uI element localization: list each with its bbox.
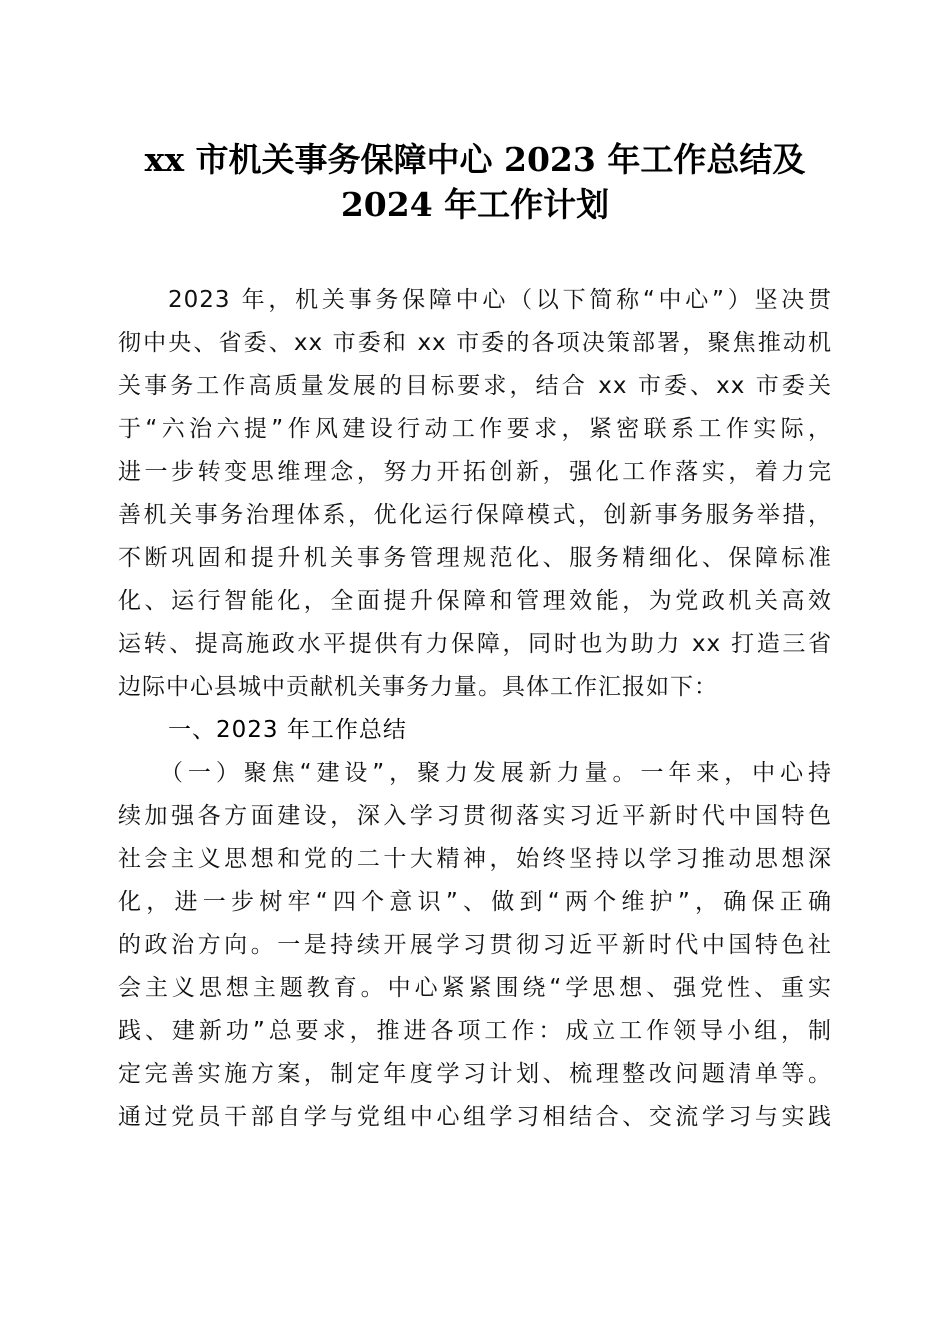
document-title-line-1: xx 市机关事务保障中心 2023 年工作总结及: [144, 140, 806, 179]
section1-line-2: 续加强各方面建设，深入学习贯彻落实习近平新时代中国特色: [118, 803, 832, 829]
intro-line-5: 进一步转变思维理念，努力开拓创新，强化工作落实，着力完: [118, 459, 832, 485]
intro-line-3: 关事务工作高质量发展的目标要求，结合 xx 市委、xx 市委关: [118, 373, 832, 399]
intro-line-8: 化、运行智能化，全面提升保障和管理效能，为党政机关高效: [118, 588, 832, 614]
section1-line-5: 的政治方向。一是持续开展学习贯彻习近平新时代中国特色社: [118, 932, 832, 958]
intro-line-9: 运转、提高施政水平提供有力保障，同时也为助力 xx 打造三省: [118, 631, 832, 657]
intro-line-7: 不断巩固和提升机关事务管理规范化、服务精细化、保障标准: [118, 545, 832, 571]
section1-line-9: 通过党员干部自学与党组中心组学习相结合、交流学习与实践: [118, 1104, 832, 1130]
intro-line-6: 善机关事务治理体系，优化运行保障模式，创新事务服务举措，: [118, 502, 832, 528]
section1-line-4: 化，进一步树牢“四个意识”、做到“两个维护”，确保正确: [118, 889, 832, 915]
intro-line-2: 彻中央、省委、xx 市委和 xx 市委的各项决策部署，聚焦推动机: [118, 330, 832, 356]
section1-line-7: 践、建新功”总要求，推进各项工作：成立工作领导小组，制: [118, 1018, 832, 1044]
section1-line-6: 会主义思想主题教育。中心紧紧围绕“学思想、强党性、重实: [118, 975, 832, 1001]
intro-line-1: 2023 年，机关事务保障中心（以下简称“中心”）坚决贯: [168, 287, 832, 313]
section1-line-8: 定完善实施方案，制定年度学习计划、梳理整改问题清单等。: [118, 1061, 832, 1087]
section1-line-3: 社会主义思想和党的二十大精神，始终坚持以学习推动思想深: [118, 846, 832, 872]
intro-line-4: 于“六治六提”作风建设行动工作要求，紧密联系工作实际，: [118, 416, 832, 442]
document-title-line-2: 2024 年工作计划: [340, 185, 610, 224]
intro-line-10: 边际中心县城中贡献机关事务力量。具体工作汇报如下：: [118, 674, 718, 700]
section-heading-2023-summary: 一、2023 年工作总结: [168, 717, 407, 743]
section1-line-1: （一）聚焦“建设”，聚力发展新力量。一年来，中心持: [160, 760, 832, 786]
